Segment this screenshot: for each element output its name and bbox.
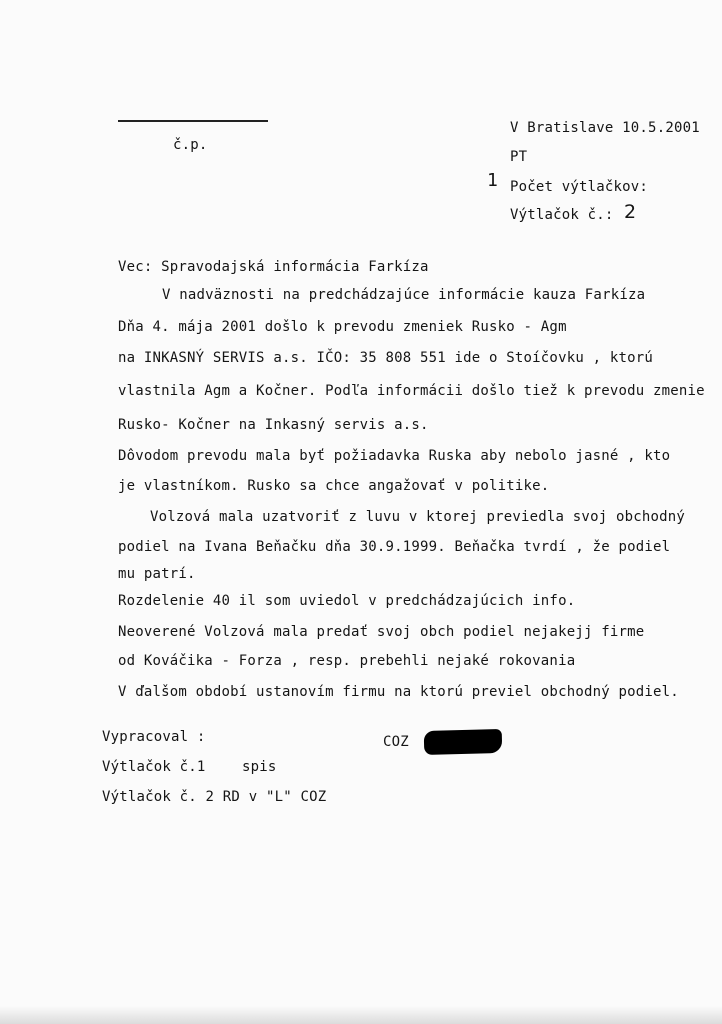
body-line: V nadväznosti na predchádzajúce informácie kauza Farkíza <box>162 287 646 303</box>
signature-line <box>118 120 268 122</box>
body-line: podiel na Ivana Beňačku dňa 30.9.1999. Beňačka tvrdí , že podiel <box>118 539 671 555</box>
place-date: V Bratislave 10.5.2001 <box>510 120 700 136</box>
redaction-mark <box>424 729 503 755</box>
body-line: od Kováčika - Forza , resp. prebehli nejaké rokovania <box>118 653 576 669</box>
pt-label: PT <box>510 149 528 165</box>
body-line: mu patrí. <box>118 566 196 582</box>
officer-code: COZ <box>383 734 409 750</box>
copies-label: Počet výtlačkov: <box>510 179 649 195</box>
copy-number-label: Výtlačok č.: <box>510 207 614 223</box>
subject-line: Vec: Spravodajská informácia Farkíza <box>118 259 429 275</box>
reference-number: č.p. <box>173 137 208 153</box>
body-line: Rozdelenie 40 il som uviedol v predchádzajúcich info. <box>118 593 576 609</box>
body-line: V ďalšom období ustanovím firmu na ktorú previel obchodný podiel. <box>118 684 679 700</box>
copy-1-destination: spis <box>242 759 277 775</box>
handwritten-copies-count: 1 <box>487 170 498 191</box>
body-line: Rusko- Kočner na Inkasný servis a.s. <box>118 417 429 433</box>
body-line: Dôvodom prevodu mala byť požiadavka Ruska aby nebolo jasné , kto <box>118 448 671 464</box>
body-line: na INKASNÝ SERVIS a.s. IČO: 35 808 551 ide o Stoíčovku , ktorú <box>118 350 653 366</box>
copy-1-line: Výtlačok č.1 <box>102 759 206 775</box>
body-line: vlastnila Agm a Kočner. Podľa informácii došlo tiež k prevodu zmenie <box>118 383 705 399</box>
body-line: Neoverené Volzová mala predať svoj obch podiel nejakejj firme <box>118 624 645 640</box>
copy-2-line: Výtlačok č. 2 RD v "L" COZ <box>102 789 327 805</box>
scan-edge <box>0 1006 722 1024</box>
prepared-by-label: Vypracoval : <box>102 729 206 745</box>
body-line: Dňa 4. mája 2001 došlo k prevodu zmeniek Rusko - Agm <box>118 319 567 335</box>
body-line: Volzová mala uzatvoriť z luvu v ktorej previedla svoj obchodný <box>150 509 685 525</box>
body-line: je vlastníkom. Rusko sa chce angažovať v politike. <box>118 478 550 494</box>
handwritten-copy-number: 2 <box>624 201 637 223</box>
